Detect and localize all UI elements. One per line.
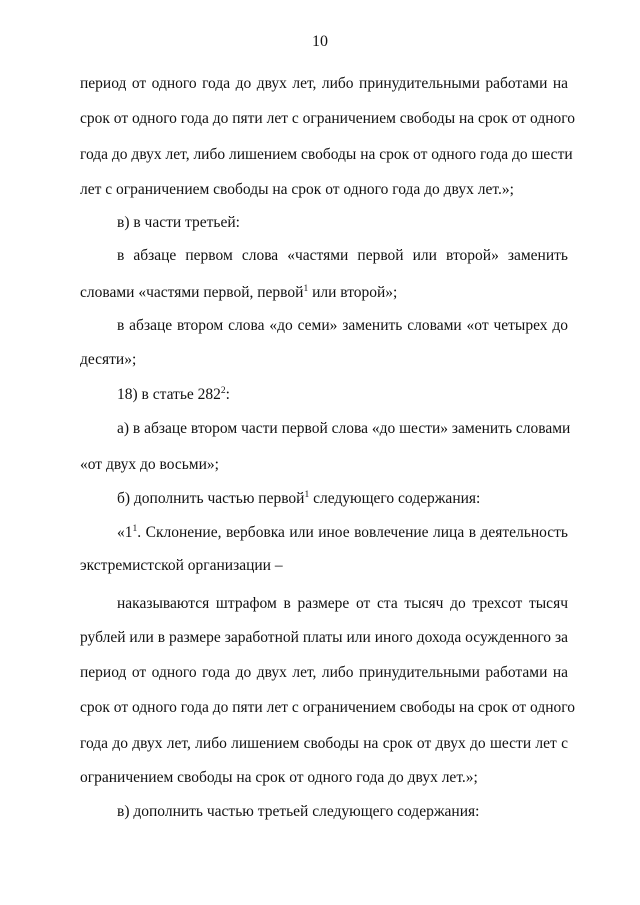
page-number: 10 [312, 33, 328, 50]
text-line: б) дополнить частью первой$^1$ следующего содержания: [117, 490, 481, 507]
superscript: 2 [220, 386, 226, 396]
text-line: словами «частями первой, первой$^1$ или второй»; [80, 284, 398, 301]
text-line: в абзаце первом слова «частями первой или второй» заменить [117, 247, 568, 264]
text-line: года до двух лет, либо лишением свободы на срок от двух до шести лет с [80, 735, 568, 752]
text-line: период от одного года до двух лет, либо принудительными работами на [80, 664, 568, 681]
text-line: а) в абзаце втором части первой слова «до шести» заменить словами [117, 420, 571, 437]
text-line: экстремистской организации – [80, 557, 283, 574]
text-line: наказываются штрафом в размере от ста тысяч до трехсот тысяч [117, 595, 568, 612]
text-line: в абзаце втором слова «до семи» заменить словами «от четырех до [117, 317, 568, 334]
text-line: срок от одного года до пяти лет с ограничением свободы на срок от одного [80, 699, 575, 716]
text-line: срок от одного года до пяти лет с ограничением свободы на срок от одного [80, 110, 575, 127]
text-line: в) в части третьей: [117, 214, 240, 231]
text-line: период от одного года до двух лет, либо принудительными работами на [80, 75, 568, 92]
text-line: «от двух до восьми»; [80, 456, 219, 473]
text-line: рублей или в размере заработной платы или иного дохода осужденного за [80, 629, 568, 646]
text-line: лет с ограничением свободы на срок от одного года до двух лет.»; [80, 181, 514, 198]
text-line: года до двух лет, либо лишением свободы на срок от одного года до шести [80, 146, 573, 163]
text-line: ограничением свободы на срок от одного года до двух лет.»; [80, 769, 478, 786]
text-line: 18) в статье $282^2$: [117, 386, 230, 403]
text-line: «$1^1$. Склонение, вербовка или иное вовлечение лица в деятельность [117, 524, 568, 541]
superscript: 1 [304, 490, 310, 500]
superscript: 1 [132, 524, 138, 534]
text-line: в) дополнить частью третьей следующего содержания: [117, 803, 480, 820]
text-line: десяти»; [80, 351, 137, 368]
superscript: 1 [303, 284, 309, 294]
